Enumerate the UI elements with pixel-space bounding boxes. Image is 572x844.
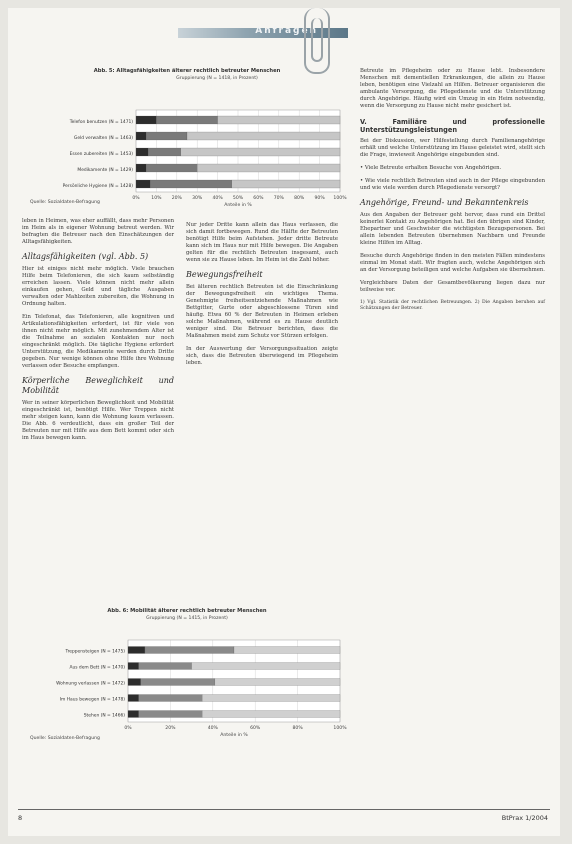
bar-segment [150,180,232,188]
bullet-text: Viele Betreute erhalten Besuche von Angehörigen. [364,165,502,171]
paragraph: Wer in seiner körperlichen Beweglichkeit und Mobilität eingeschränkt ist, benötigt Hilfe. Wer Treppen nicht mehr steigen kann, kann die Wohnung kaum verlassen. Die Abb. 6 verdeutlicht, dass ein großer Teil der Betreuten nur mit Hilfe aus dem Bett kommt oder sich im Haus bewegen kann. [22,400,174,441]
bar-segment [139,663,192,670]
section-heading: Körperliche Beweglichkeit und Mobilität [22,376,174,395]
chart-mobilitaet [28,608,346,748]
paragraph: Hier ist einiges nicht mehr möglich. Viele brauchen Hilfe beim Telefonieren, die sich kaum selbständig erreichen lassen. Viele können nicht mehr allein einkaufen gehen, Geld und tägliche Ausgaben verwalten oder Mahlzeiten zubereiten, die Wohnung in Ordnung halten. [22,266,174,307]
figure-subtitle: Gruppierung (N = 1415, in Prozent) [146,616,228,621]
category-label: Persönliche Hygiene (N = 1428) [62,184,133,189]
category-label: Medikamente (N = 1429) [77,168,133,173]
bar-segment [139,711,203,718]
tick-label: 20% [165,726,176,731]
bar-segment [136,164,146,172]
tick-label: 60% [253,196,264,201]
tick-label: 50% [232,196,244,201]
figure-mobilitaet [28,608,346,748]
text-column-middle [186,222,338,373]
tick-label: 60% [250,726,261,731]
tick-label: 100% [333,196,347,201]
paragraph: Bei älteren rechtlich Betreuten ist die Einschränkung der Bewegungsfreiheit ein wichtiges Thema. Genehmigte freiheitsentziehende Maßnahmen wie Bettgitter, Gurte oder abgeschlossene Türen sind häufig. Etwa 60 % der Betreuten in Heimen erleben solche Maßnahmen, während es zu Hause deutlich weniger sind. Die Betreuer berichten, dass die Maßnahmen meist zum Schutz vor Stürzen erfolgen. [186,284,338,339]
bar-segment [218,116,340,124]
bar-segment [148,148,181,156]
tick-label: 100% [333,726,347,731]
bar-segment [136,148,148,156]
text-column-right [360,68,545,318]
footnotes: 1) Vgl. Statistik der rechtlichen Betreuungen. 2) Die Angaben beruhen auf Schätzungen der Betreuer. [360,300,545,311]
category-label: Essen zubereiten (N = 1453) [69,152,133,157]
paragraph: Vergleichbare Daten der Gesamtbevölkerung liegen dazu nur teilweise vor. [360,280,545,293]
category-label: Aus dem Bett (N = 1470) [69,665,125,671]
bar-segment [136,116,156,124]
tick-label: 20% [171,196,182,201]
figure-title: Abb. 5: Alltagsfähigkeiten älterer rechtlich betreuter Menschen [93,68,281,74]
tick-label: 10% [151,196,162,201]
category-label: Stehen (N = 1466) [83,713,125,719]
paragraph: Nur jeder Dritte kann allein das Haus verlassen, die sich damit fortbewegen. Rund die Hälfte der Betreuten benötigt Hilfe beim Aufstehen. Jeder dritte Betreute kann sich im Haus nur mit Hilfe bewegen. Die Angaben gelten für die rechtlich Betreuten insgesamt, auch wenn sie zu Hause leben. Im Heim ist die Zahl höher. [186,222,338,263]
bar-segment [192,663,340,670]
bar-segment [202,711,340,718]
tick-label: 40% [207,726,218,731]
paragraph: Aus den Angaben der Betreuer geht hervor, dass rund ein Drittel keinerlei Kontakt zu Angehörigen hat. Bei den übrigen sind Kinder, Ehepartner und Geschwister die wichtigsten Bezugspersonen. Bei allein lebenden Betreuten übernehmen Nachbarn und Freunde kleine Hilfen im Alltag. [360,212,545,246]
paragraph: leben in Heimen, was eher auffällt, dass mehr Personen im Heim als in eigener Wohnung betreut werden. Wir befragten die Betreuer nach den Einschätzungen der Alltagsfähigkeiten. [22,218,174,245]
category-label: Im Haus bewegen (N = 1478) [59,697,125,703]
figure-title: Abb. 6: Mobilität älterer rechtlich betreuter Menschen [107,608,267,614]
paragraph: Betreute im Pflegeheim oder zu Hause lebt. Insbesondere Menschen mit dementiellen Erkrankungen, die allein zu Hause leben, benötigen eine Vielzahl an Hilfen. Betreuer organisieren die ambulante Versorgung, die Pflegedienste und die Unterstützung durch Angehörige. Häufig wird ein Umzug in ein Heim notwendig, wenn die Versorgung zu Hause nicht mehr gesichert ist. [360,68,545,109]
figure-source: Quelle: Sozialdaten-Befragung [30,736,100,741]
section-heading: V. Familiäre und professionelle Unterstützungsleistungen [360,118,545,134]
figure-subtitle: Gruppierung (N = 1418, in Prozent) [176,76,258,81]
journal-name: BtPrax 1/2004 [501,814,548,822]
category-label: Treppensteigen (N = 1475) [65,649,125,655]
axis-label: Anteile in % [220,733,248,738]
bar-segment [141,679,215,686]
category-label: Geld verwalten (N = 1463) [73,136,133,141]
figure-source: Quelle: Sozialdaten-Befragung [30,200,100,205]
section-heading: Bewegungsfreiheit [186,270,263,279]
page-number: 8 [18,814,23,822]
category-label: Wohnung verlassen (N = 1472) [56,681,125,687]
document-page [8,8,560,836]
bar-segment [187,132,340,140]
paragraph: In der Auswertung der Versorgungssituation zeigte sich, dass die Betreuten überwiegend im Pflegeheim leben. [186,346,338,366]
bar-segment [128,711,139,718]
bar-segment [128,679,141,686]
chart-alltagsfaehigkeiten [28,68,346,218]
bullet-item: • Wie viele rechtlich Betreuten sind auch in der Pflege eingebunden und wie viele werden durch Pflegedienste versorgt? [360,178,545,191]
bar-segment [232,180,340,188]
tick-label: 0% [124,726,132,731]
section-heading: Alltagsfähigkeiten (vgl. Abb. 5) [22,252,149,261]
tick-label: 90% [314,196,325,201]
tick-label: 80% [292,726,303,731]
section-label: Anfragen [255,26,318,36]
bullet-item: • Viele Betreute erhalten Besuche von Angehörigen. [360,165,502,171]
bar-segment [146,132,187,140]
bar-segment [128,647,145,654]
paragraph: Bei der Diskussion, wer Hilfestellung durch Familienangehörige erhält und welche Unterstützung im Hause geleistet wird, stellt sich die Frage, inwieweit Angehörige eingebunden sind. [360,138,545,158]
bar-segment [156,116,217,124]
tick-label: 70% [273,196,284,201]
bar-segment [139,695,203,702]
bar-segment [145,647,234,654]
tick-label: 80% [294,196,305,201]
figure-alltagsfaehigkeiten [28,68,346,218]
section-heading: Angehörige, Freund- und Bekanntenkreis [360,198,529,207]
tick-label: 40% [212,196,223,201]
paragraph: Ein Telefonat, das Telefonieren, alle kognitiven und Artikulationsfähigkeiten erfordert, ist für viele von ihnen nicht mehr möglich. Mit zunehmendem Alter ist die Teilnahme an sozialen Kontakten nur noch eingeschränkt möglich. Die tägliche Hygiene erfordert Unterstützung, die Medikamente werden durch Dritte gegeben. Nur wenige können ohne Hilfe ihre Wohnung verlassen oder Besuche empfangen. [22,314,174,369]
bar-segment [181,148,340,156]
footer-rule [18,809,550,810]
axis-label: Anteile in % [224,203,252,208]
bar-segment [128,695,139,702]
bar-segment [146,164,197,172]
bar-segment [136,132,146,140]
bar-segment [202,695,340,702]
category-label: Telefon benutzen (N = 1471) [69,120,133,125]
bar-segment [128,663,139,670]
paperclip-icon [304,8,330,74]
text-column-left [22,218,174,448]
bar-segment [234,647,340,654]
tick-label: 0% [132,196,140,201]
bar-segment [136,180,150,188]
paragraph: Besuche durch Angehörige finden in den meisten Fällen mindestens einmal im Monat statt. Wir fragten auch, welche Angehörigen sich an der Versorgung beteiligen und welche Aufgaben sie übernehmen. [360,253,545,273]
tick-label: 30% [192,196,203,201]
bar-segment [197,164,340,172]
bullet-text: Wie viele rechtlich Betreuten sind auch in der Pflege eingebunden und wie viele werden durch Pflegedienste versorgt? [360,178,545,191]
bar-segment [215,679,340,686]
